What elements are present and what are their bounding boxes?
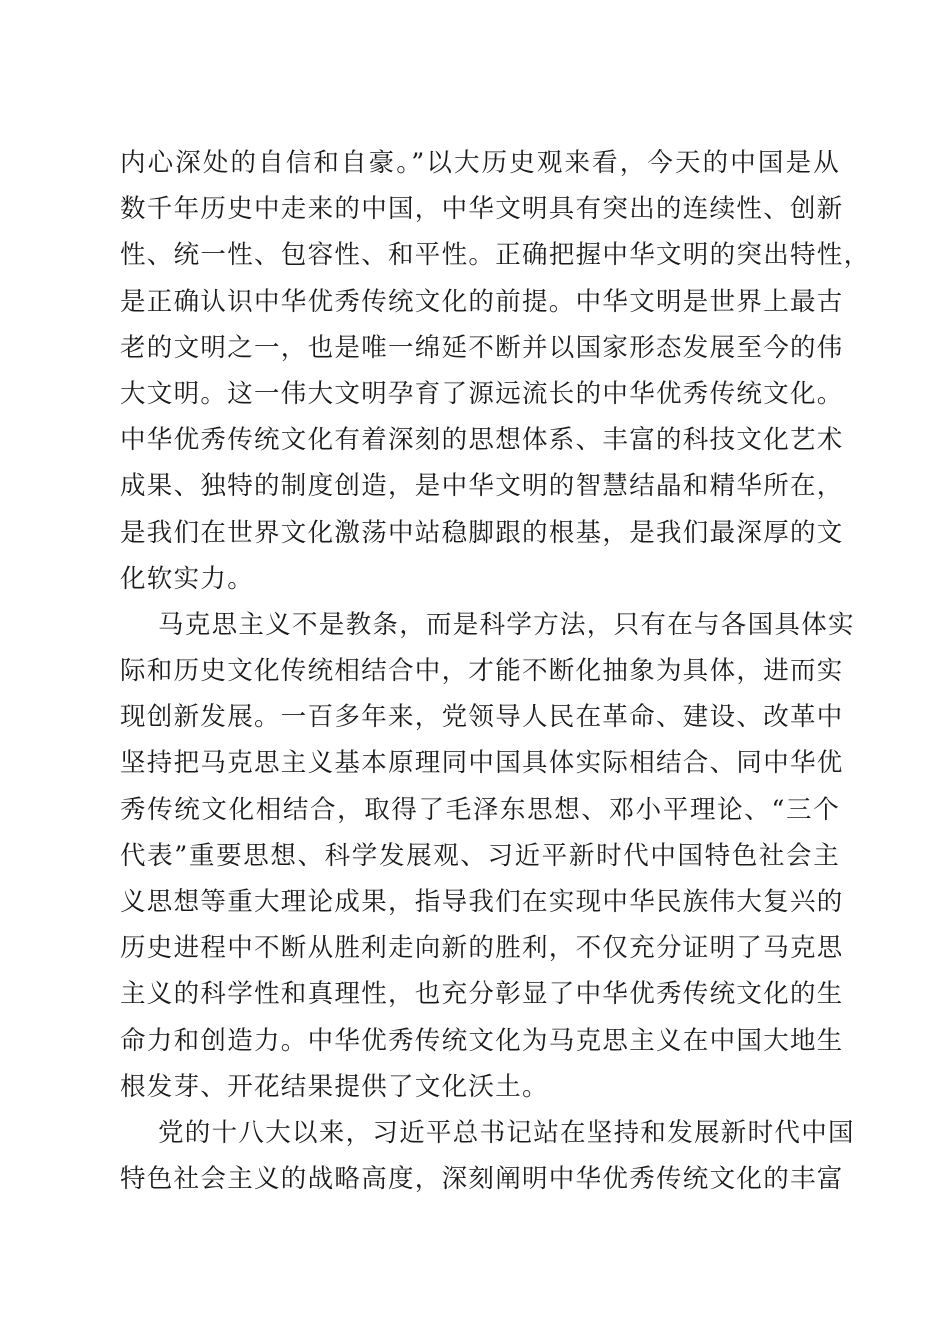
- text-line: 是我们在世界文化激荡中站稳脚跟的根基，是我们最深厚的文: [120, 517, 844, 548]
- text-line: 主义的科学性和真理性，也充分彰显了中华优秀传统文化的生: [120, 979, 844, 1010]
- text-line: 化软实力。: [120, 563, 255, 594]
- text-line: 成果、独特的制度创造，是中华文明的智慧结晶和精华所在，: [120, 471, 844, 502]
- text-line: 代表”重要思想、科学发展观、习近平新时代中国特色社会主: [120, 840, 840, 871]
- text-line: 命力和创造力。中华优秀传统文化为马克思主义在中国大地生: [120, 1025, 844, 1056]
- text-line: 中华优秀传统文化有着深刻的思想体系、丰富的科技文化艺术: [120, 425, 844, 456]
- text-line: 是正确认识中华优秀传统文化的前提。中华文明是世界上最古: [120, 286, 844, 317]
- text-line: 老的文明之一，也是唯一绵延不断并以国家形态发展至今的伟: [120, 332, 844, 363]
- text-line: 性、统一性、包容性、和平性。正确把握中华文明的突出特性，: [120, 240, 871, 271]
- text-line: 义思想等重大理论成果，指导我们在实现中华民族伟大复兴的: [120, 887, 844, 917]
- text-line: 特色社会主义的战略高度，深刻阐明中华优秀传统文化的丰富: [120, 1164, 844, 1195]
- text-line: 秀传统文化相结合，取得了毛泽东思想、邓小平理论、“三个: [120, 794, 840, 825]
- text-line: 大文明。这一伟大文明孕育了源远流长的中华优秀传统文化。: [120, 378, 844, 409]
- text-line: 内心深处的自信和自豪。”以大历史观来看，今天的中国是从: [120, 148, 840, 178]
- text-line: 现创新发展。一百多年来，党领导人民在革命、建设、改革中: [120, 702, 844, 733]
- text-line: 马克思主义不是教条，而是科学方法，只有在与各国具体实: [158, 609, 855, 640]
- text-line: 际和历史文化传统相结合中，才能不断化抽象为具体，进而实: [120, 656, 844, 687]
- text-line: 坚持把马克思主义基本原理同中国具体实际相结合、同中华优: [120, 748, 844, 779]
- text-line: 历史进程中不断从胜利走向新的胜利，不仅充分证明了马克思: [120, 933, 844, 964]
- text-line: 党的十八大以来，习近平总书记站在坚持和发展新时代中国: [158, 1117, 855, 1148]
- text-line: 数千年历史中走来的中国，中华文明具有突出的连续性、创新: [120, 194, 844, 225]
- text-line: 根发芽、开花结果提供了文化沃土。: [120, 1071, 549, 1102]
- body-text: [120, 140, 871, 1202]
